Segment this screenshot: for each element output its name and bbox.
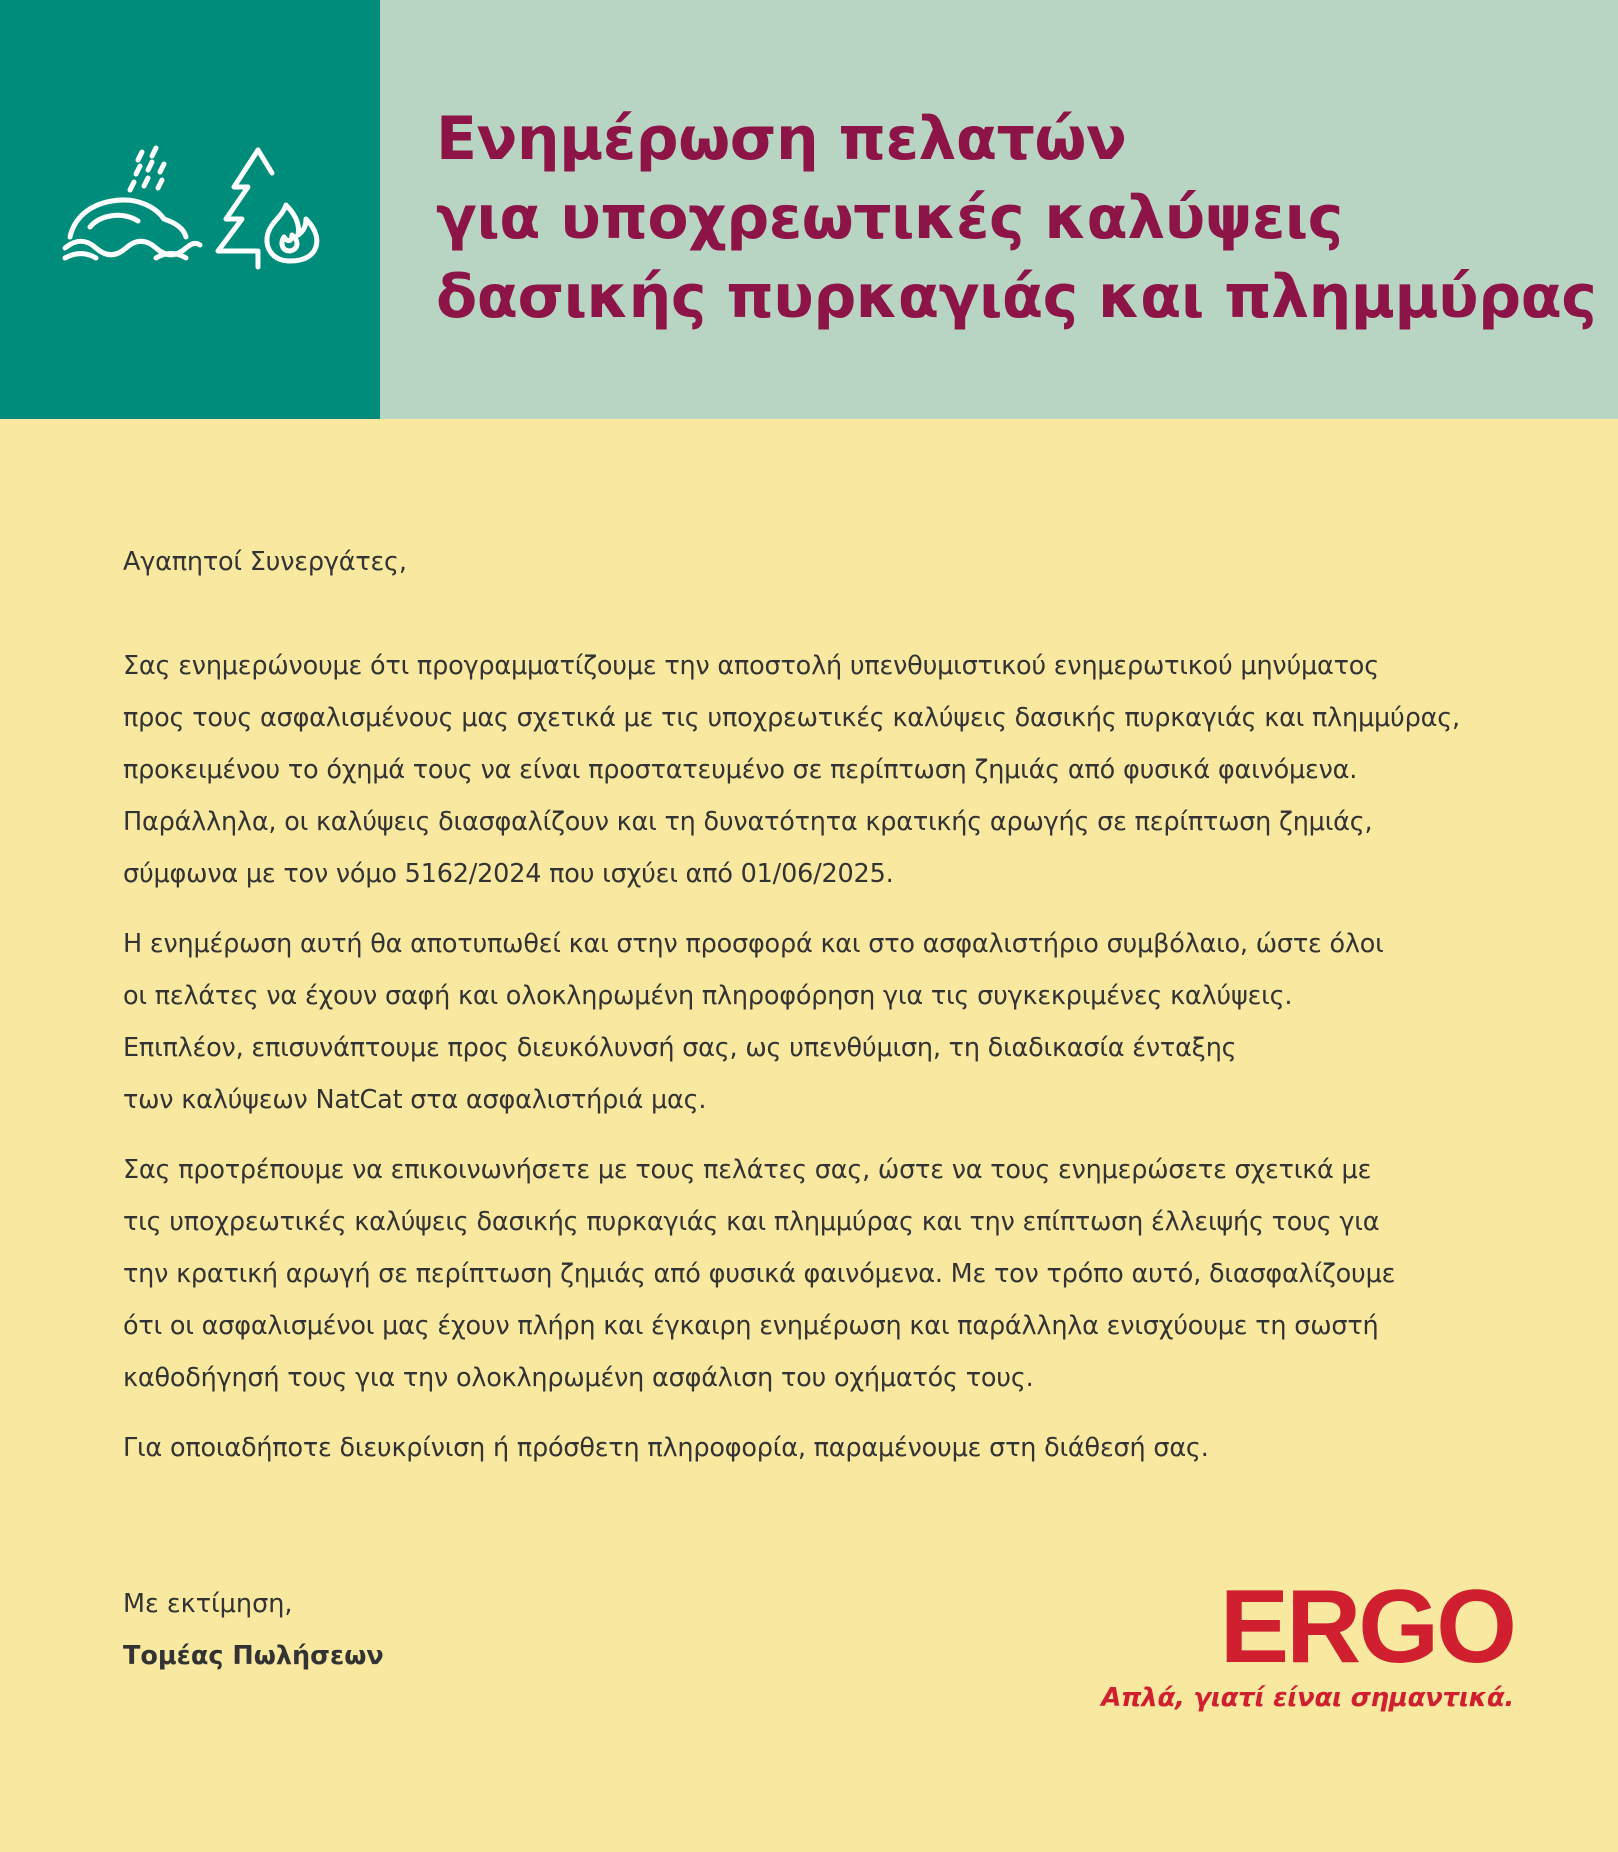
header-banner xyxy=(0,0,1618,419)
paragraph-availability xyxy=(123,1422,1543,1474)
closing-text: Με εκτίμηση, xyxy=(123,1589,293,1619)
text-line: προκειμένου το όχημά τους να είναι προστατευμένο σε περίπτωση ζημιάς από φυσικά φαινόμενα. xyxy=(123,755,1358,785)
text-line: προς τους ασφαλισμένους μας σχετικά με τις υποχρεωτικές καλύψεις δασικής πυρκαγιάς και πλημμύρας, xyxy=(123,703,1460,733)
text-line: ότι οι ασφαλισμένοι μας έχουν πλήρη και έγκαιρη ενημέρωση και παράλληλα ενισχύουμε τη σωστή xyxy=(123,1311,1379,1341)
icon-panel xyxy=(0,0,380,419)
paragraph-contact-clients xyxy=(123,1144,1543,1404)
text-line: Για οποιαδήποτε διευκρίνιση ή πρόσθετη πληροφορία, παραμένουμε στη διάθεσή σας. xyxy=(123,1433,1209,1463)
text-line: Επιπλέον, επισυνάπτουμε προς διευκόλυνσή σας, ως υπενθύμιση, τη διαδικασία ένταξης xyxy=(123,1033,1237,1063)
tree-fire-icon xyxy=(218,150,317,267)
paragraph-offer-info xyxy=(123,918,1543,1126)
title-line: Ενημέρωση πελατών xyxy=(436,104,1127,174)
brand-tagline: Απλά, γιατί είναι σημαντικά. xyxy=(1101,1683,1514,1713)
text-line: Σας προτρέπουμε να επικοινωνήσετε με τους πελάτες σας, ώστε να τους ενημερώσετε σχετικά με xyxy=(123,1155,1372,1185)
ergo-logo: ERGO xyxy=(1219,1569,1514,1685)
text-line: σύμφωνα με τον νόμο 5162/2024 που ισχύει από 01/06/2025. xyxy=(123,859,894,889)
text-line: καθοδήγησή τους για την ολοκληρωμένη ασφάλιση του οχήματός τους. xyxy=(123,1363,1034,1393)
closing-block xyxy=(123,1578,384,1682)
letter-body xyxy=(123,536,1543,1492)
text-line: Παράλληλα, οι καλύψεις διασφαλίζουν και τη δυνατότητα κρατικής αρωγής σε περίπτωση ζημιάς, xyxy=(123,807,1373,837)
text-line: οι πελάτες να έχουν σαφή και ολοκληρωμένη πληροφόρηση για τις συγκεκριμένες καλύψεις. xyxy=(123,981,1293,1011)
signature: Τομέας Πωλήσεων xyxy=(123,1641,384,1671)
text-line: των καλύψεων NatCat στα ασφαλιστήριά μας. xyxy=(123,1085,707,1115)
text-line: την κρατική αρωγή σε περίπτωση ζημιάς από φυσικά φαινόμενα. Με τον τρόπο αυτό, διασφαλίζουμε xyxy=(123,1259,1396,1289)
flooded-car-rain-icon xyxy=(65,148,200,258)
greeting xyxy=(123,536,1543,588)
paragraph-announcement xyxy=(123,640,1543,900)
text-line: τις υποχρεωτικές καλύψεις δασικής πυρκαγιάς και πλημμύρας και την επίπτωση έλλειψής τους για xyxy=(123,1207,1380,1237)
greeting-line: Αγαπητοί Συνεργάτες, xyxy=(123,547,407,577)
text-line: Η ενημέρωση αυτή θα αποτυπωθεί και στην προσφορά και στο ασφαλιστήριο συμβόλαιο, ώστε όλοι xyxy=(123,929,1384,959)
page-title xyxy=(436,100,1596,337)
title-line: για υποχρεωτικές καλύψεις xyxy=(436,183,1343,253)
text-line: Σας ενημερώνουμε ότι προγραμματίζουμε την αποστολή υπενθυμιστικού ενημερωτικού μηνύματος xyxy=(123,651,1379,681)
hazard-icons xyxy=(60,145,322,270)
title-line: δασικής πυρκαγιάς και πλημμύρας xyxy=(436,262,1597,332)
